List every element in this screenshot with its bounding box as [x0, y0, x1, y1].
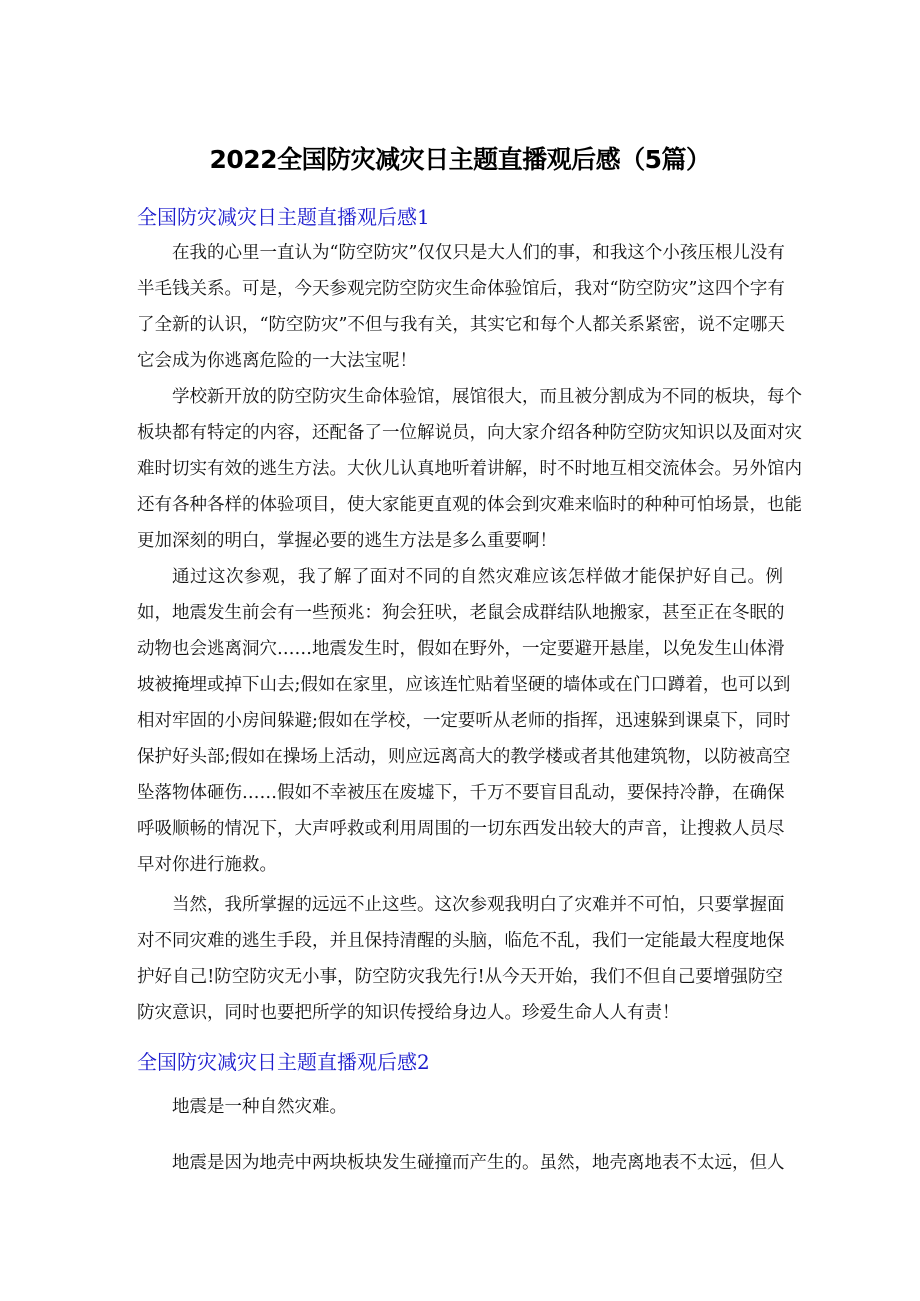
section-heading-2: 全国防灾减灾日主题直播观后感2 — [137, 1050, 430, 1074]
text-line: 难时切实有效的逃生方法。大伙儿认真地听着讲解，时不时地互相交流体会。另外馆内 — [137, 459, 802, 479]
text-line: 保护好头部;假如在操场上活动，则应远离高大的教学楼或者其他建筑物，以防被高空 — [137, 747, 791, 767]
text-line: 地震是因为地壳中两块板块发生碰撞而产生的。虽然，地壳离地表不太远，但人 — [172, 1153, 785, 1173]
text-line: 早对你进行施救。 — [137, 855, 277, 875]
text-line: 更加深刻的明白，掌握必要的逃生方法是多么重要啊！ — [137, 531, 557, 551]
text-line: 学校新开放的防空防灾生命体验馆，展馆很大，而且被分割成为不同的板块，每个 — [172, 387, 802, 407]
text-line: 地震是一种自然灾难。 — [172, 1097, 347, 1117]
text-line: 坠落物体砸伤……假如不幸被压在废墟下，千万不要盲目乱动，要保持冷静，在确保 — [137, 783, 785, 803]
text-line: 防灾意识，同时也要把所学的知识传授给身边人。珍爱生命人人有责！ — [137, 1003, 680, 1023]
text-line: 相对牢固的小房间躲避;假如在学校，一定要听从老师的指挥，迅速躲到课桌下，同时 — [137, 711, 791, 731]
text-line: 动物也会逃离洞穴……地震发生时，假如在野外，一定要避开悬崖，以免发生山体滑 — [137, 639, 785, 659]
text-line: 呼吸顺畅的情况下，大声呼救或利用周围的一切东西发出较大的声音，让搜救人员尽 — [137, 819, 785, 839]
text-line: 板块都有特定的内容，还配备了一位解说员，向大家介绍各种防空防灾知识以及面对灾 — [137, 423, 802, 443]
text-line: 如，地震发生前会有一些预兆：狗会狂吠，老鼠会成群结队地搬家，甚至正在冬眠的 — [137, 603, 785, 623]
text-line: 它会成为你逃离危险的一大法宝呢！ — [137, 351, 417, 371]
text-line: 在我的心里一直认为“防空防灾”仅仅只是大人们的事，和我这个小孩压根儿没有 — [172, 243, 785, 263]
document-title: 2022全国防灾减灾日主题直播观后感（5篇） — [209, 145, 711, 174]
text-line: 当然，我所掌握的远远不止这些。这次参观我明白了灾难并不可怕，只要掌握面 — [172, 895, 785, 915]
paragraph — [137, 235, 783, 379]
text-line: 半毛钱关系。可是，今天参观完防空防灾生命体验馆后，我对“防空防灾”这四个字有 — [137, 279, 785, 299]
text-line: 还有各种各样的体验项目，使大家能更直观的体会到灾难来临时的种种可怕场景，也能 — [137, 495, 802, 515]
text-line: 护好自己!防空防灾无小事，防空防灾我先行!从今天开始，我们不但自己要增强防空 — [137, 967, 783, 987]
paragraph — [137, 559, 791, 883]
paragraph — [137, 379, 802, 559]
text-line: 通过这次参观，我了解了面对不同的自然灾难应该怎样做才能保护好自己。例 — [172, 567, 783, 587]
text-line: 对不同灾难的逃生手段，并且保持清醒的头脑，临危不乱，我们一定能最大程度地保 — [137, 931, 785, 951]
section-heading-1: 全国防灾减灾日主题直播观后感1 — [137, 205, 430, 229]
text-line: 坡被掩埋或掉下山去;假如在家里，应该连忙贴着坚硬的墙体或在门口蹲着，也可以到 — [137, 675, 791, 695]
paragraph — [137, 1089, 783, 1125]
paragraph — [137, 887, 783, 1031]
text-line: 了全新的认识，“防空防灾”不但与我有关，其实它和每个人都关系紧密，说不定哪天 — [137, 315, 785, 335]
paragraph — [137, 1145, 783, 1181]
